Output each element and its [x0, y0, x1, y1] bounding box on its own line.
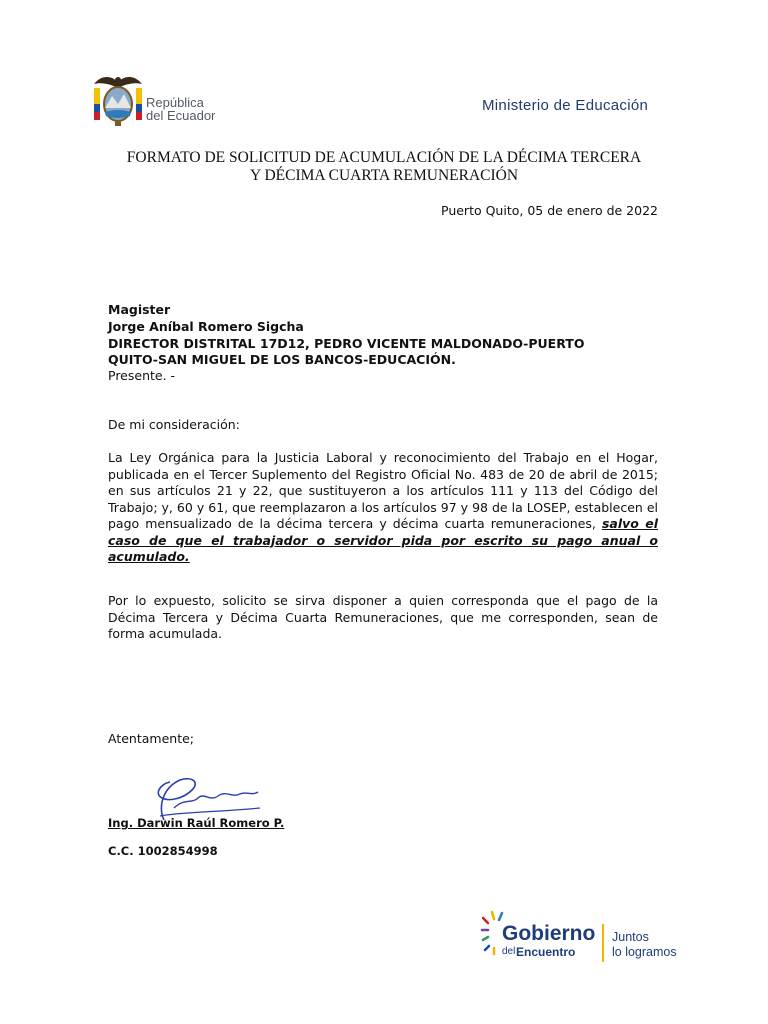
coat-of-arms-icon: [90, 70, 146, 130]
republica-ecuador-logo: [90, 70, 225, 130]
signer-id: C.C. 1002854998: [108, 844, 218, 858]
ministry-name: Ministerio de Educación: [482, 97, 649, 114]
recipient-position-line2: QUITO-SAN MIGUEL DE LOS BANCOS-EDUCACIÓN.: [108, 352, 456, 367]
body-paragraph-2: Por lo expuesto, solicito se sirva disponer a quien corresponda que el pago de la Décima Tercera y Décima Cuarta Remuneraciones, que me corresponden, sean de forma acumulada.: [108, 593, 658, 641]
republic-text-line2: del Ecuador: [146, 108, 216, 123]
gobierno-brand: Gobierno: [502, 922, 596, 945]
slogan-line2: lo logramos: [612, 945, 677, 959]
recipient-presente: Presente. -: [108, 368, 176, 383]
body-paragraph-1: [108, 450, 658, 566]
footer-divider: [602, 924, 604, 962]
gobierno-sub-prefix: del: [502, 946, 516, 957]
paragraph-1-text: La Ley Orgánica para la Justicia Laboral y reconocimiento del Trabajo en el Hogar, publicada en el Tercer Suplemento del Registro Oficial No. 483 de 20 de abril de 2015; en sus artículos 21 y 22, que sustituyeron a los artículos 111 y 113 del Código del Trabajo; y, 60 y 61, que reemplazaron a los artículos 97 y 98 de la LOSEP, establecen el pago mensualizado de la décima tercera y décima cuarta remuneraciones,: [108, 450, 658, 531]
closing: Atentamente;: [108, 731, 194, 746]
republic-text-line1: República: [146, 95, 204, 110]
recipient-title: Magister: [108, 302, 171, 317]
gobierno-del-encuentro-logo: [480, 908, 700, 968]
gobierno-sub: Encuentro: [516, 945, 576, 959]
paragraph-1-emphasis: salvo el caso de que el trabajador o servidor pida por escrito su pago anual o acumulado.: [108, 516, 658, 564]
document-title-line2: Y DÉCIMA CUARTA REMUNERACIÓN: [249, 167, 519, 184]
recipient-name: Jorge Aníbal Romero Sigcha: [108, 319, 304, 334]
signer-name: Ing. Darwin Raúl Romero P.: [108, 816, 285, 830]
document-title-line1: FORMATO DE SOLICITUD DE ACUMULACIÓN DE LA DÉCIMA TERCERA: [126, 149, 642, 166]
greeting: De mi consideración:: [108, 417, 240, 432]
document-date: Puerto Quito, 05 de enero de 2022: [441, 203, 658, 218]
recipient-position-line1: DIRECTOR DISTRITAL 17D12, PEDRO VICENTE MALDONADO-PUERTO: [108, 336, 585, 351]
slogan-line1: Juntos: [612, 930, 649, 944]
